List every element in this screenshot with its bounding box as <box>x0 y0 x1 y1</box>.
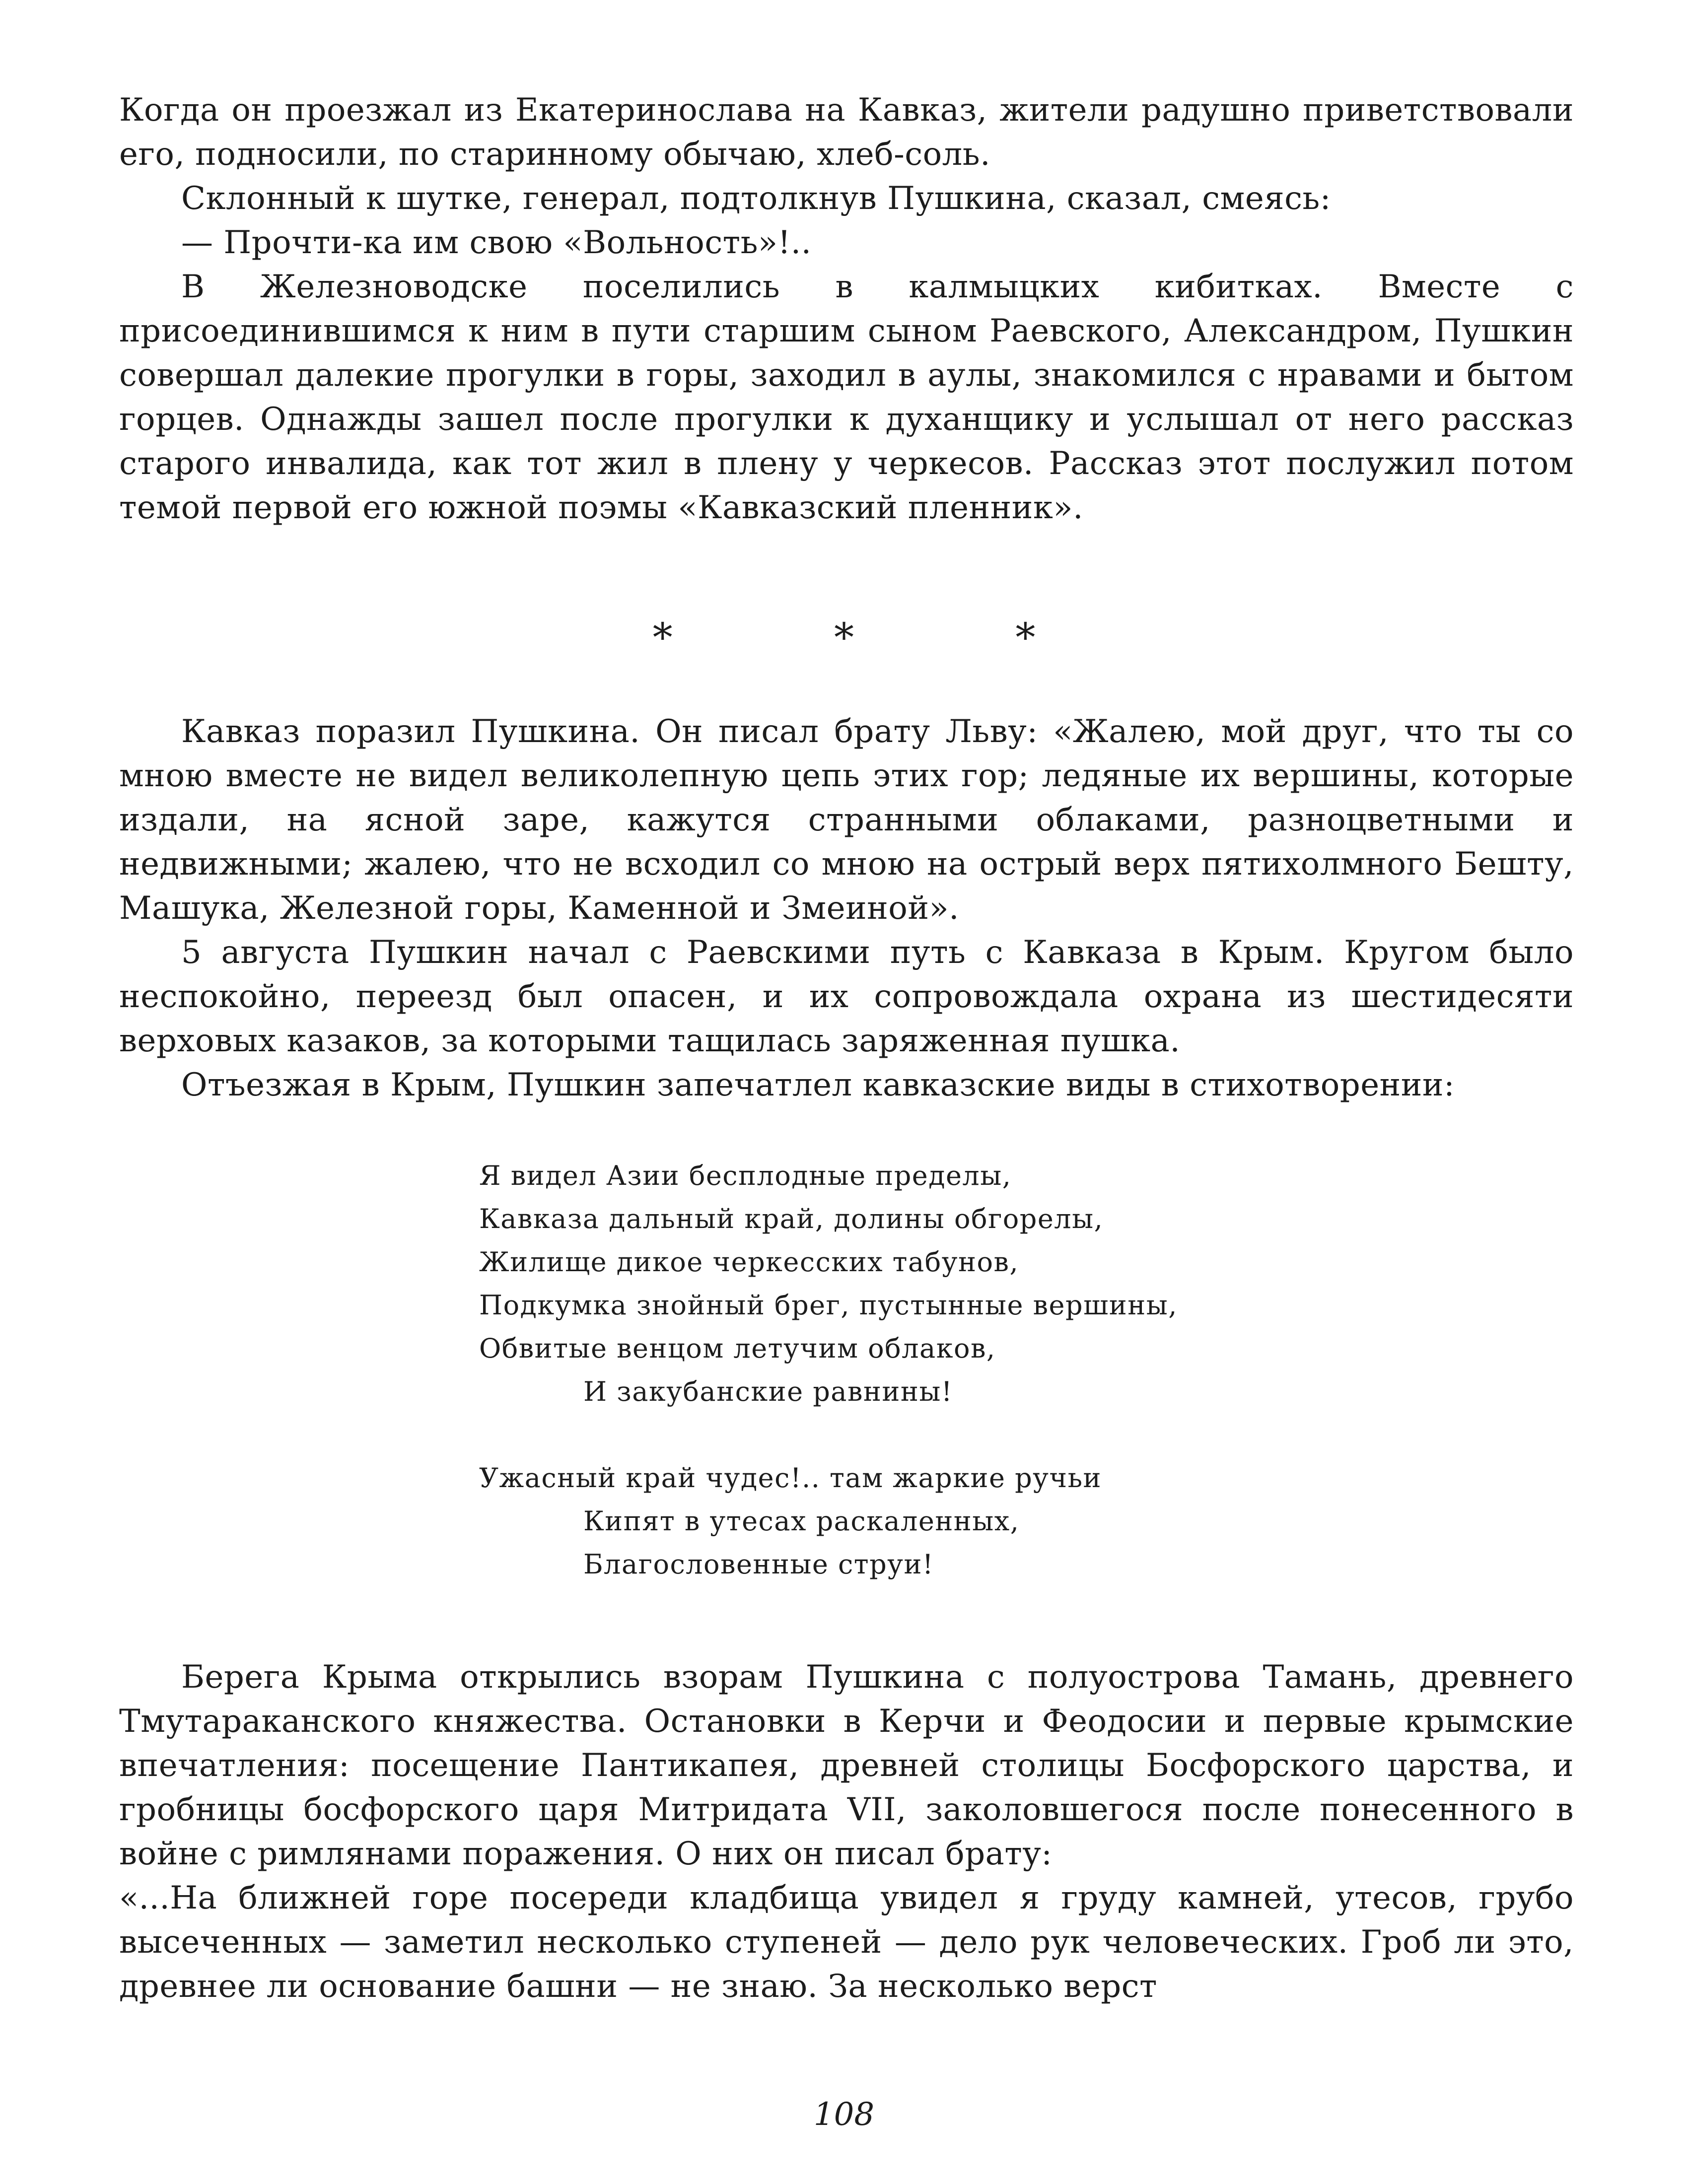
stanza-break <box>479 1413 1178 1456</box>
paragraph: Берега Крыма открылись взорам Пушкина с полуострова Тамань, древнего Тмутараканского княжества. Остановки в Керчи и Феодосии и первые крымские впечатления: посещение Пантикапея, древней столицы Босфорского царства, и гробницы босфорского царя Митридата VII, заколовшегося после понесенного в войне с римлянами поражения. О них он писал брату: <box>119 1659 1574 1872</box>
section-divider-asterism: * * * <box>652 614 1110 661</box>
poem-line: Кипят в утесах раскаленных, <box>583 1505 1020 1537</box>
poem-line: И закубанские равнины! <box>583 1376 953 1407</box>
poem-line: Ужасный край чудес!.. там жаркие ручьи <box>479 1462 1102 1494</box>
text-block-top <box>119 88 1574 530</box>
text-block-bottom <box>119 1655 1574 2009</box>
paragraph: В Железноводске поселились в калмыцких кибитках. Вместе с присоединившимся к ним в пути старшим сыном Раевского, Александром, Пушкин совершал далекие прогулки в горы, заходил в аулы, знакомился с нравами и бытом горцев. Однажды зашел после прогулки к духанщику и услышал от него рассказ старого инвалида, как тот жил в плену у черкесов. Рассказ этот послужил потом темой первой его южной поэмы «Кавказский пленник». <box>119 269 1574 526</box>
poem-excerpt <box>479 1154 1178 1586</box>
paragraph-quote: — Прочти-ка им свою «Вольность»!.. <box>181 224 812 261</box>
paragraph-quote: «...На ближней горе посереди кладбища увидел я груду камней, утесов, грубо высеченных — заметил несколько ступеней — дело рук человеческих. Гроб ли это, древнее ли основание башни — не знаю. За несколько верст <box>119 1880 1574 2005</box>
paragraph: Когда он проезжал из Екатеринослава на Кавказ, жители радушно приветствовали его, подносили, по старинному обычаю, хлеб-соль. <box>119 92 1574 173</box>
poem-line: Жилище дикое черкесских табунов, <box>479 1246 1019 1278</box>
poem-line: Обвитые венцом летучим облаков, <box>479 1333 996 1364</box>
paragraph: Кавказ поразил Пушкина. Он писал брату Льву: «Жалею, мой друг, что ты со мною вместе не видел великолепную цепь этих гор; ледяные их вершины, которые издали, на ясной заре, кажутся странными облаками, разноцветными и недвижными; жалею, что не всходил со мною на острый верх пятихолмного Бешту, Машука, Железной горы, Каменной и Змеиной». <box>119 713 1574 927</box>
poem-line: Благословенные струи! <box>583 1549 934 1580</box>
paragraph: Отъезжая в Крым, Пушкин запечатлел кавказские виды в стихотворении: <box>181 1067 1455 1103</box>
text-block-middle <box>119 710 1574 1107</box>
paragraph: 5 августа Пушкин начал с Раевскими путь с Кавказа в Крым. Кругом было неспокойно, переезд был опасен, и их сопровождала охрана из шестидесяти верховых казаков, за которыми тащилась заряженная пушка. <box>119 934 1574 1059</box>
page-number: 108 <box>813 2096 875 2133</box>
poem-line: Я видел Азии бесплодные пределы, <box>479 1160 1012 1191</box>
paragraph: Склонный к шутке, генерал, подтолкнув Пушкина, сказал, смеясь: <box>181 180 1331 217</box>
poem-line: Кавказа дальный край, долины обгорелы, <box>479 1203 1104 1234</box>
poem-line: Подкумка знойный брег, пустынные вершины, <box>479 1290 1178 1321</box>
